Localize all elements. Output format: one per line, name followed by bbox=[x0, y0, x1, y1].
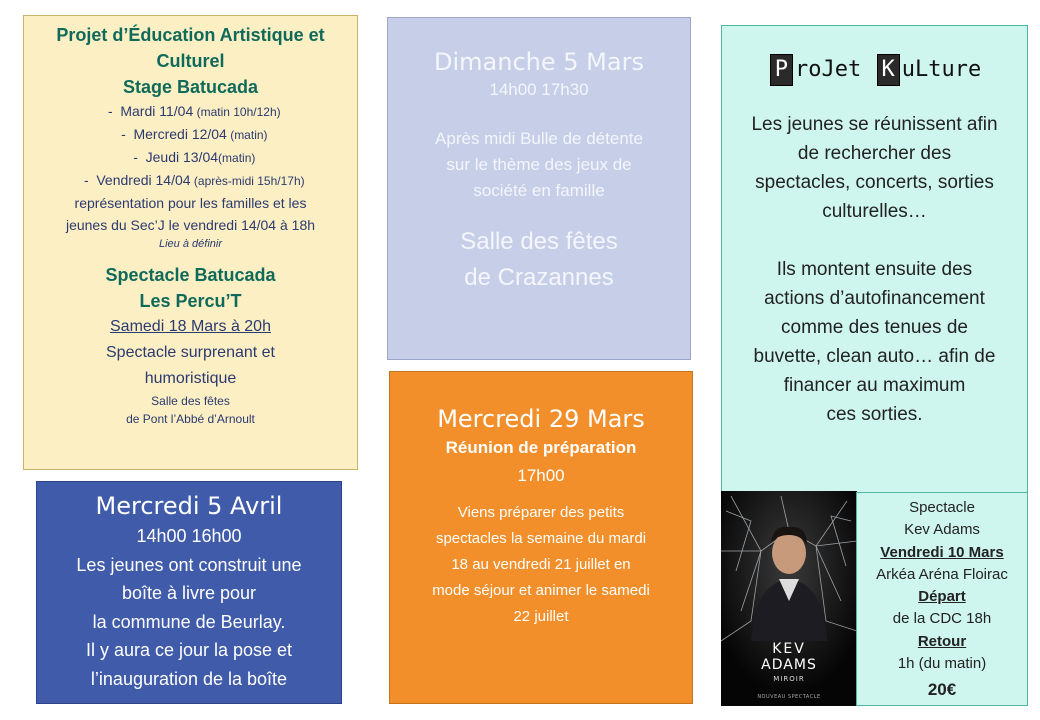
schedule-note: (matin) bbox=[218, 151, 256, 165]
avril-panel bbox=[36, 481, 342, 704]
percut-title: Les Percu’T bbox=[139, 291, 242, 311]
eac-title-line-2: Culturel bbox=[156, 51, 225, 71]
avril-line: 14h00 16h00 bbox=[136, 526, 242, 546]
avril-line: l’inauguration de la boîte bbox=[90, 668, 288, 689]
representation-line-2: jeunes du Sec’J le vendredi 14/04 à 18h bbox=[65, 217, 316, 233]
eac-title-line-1: Projet d’Éducation Artistique et bbox=[56, 25, 325, 45]
schedule-note: (après-midi 15h/17h) bbox=[190, 174, 305, 188]
kulture-para1-line: de rechercher des bbox=[797, 143, 952, 164]
schedule-item bbox=[30, 169, 351, 192]
schedule-dash: - bbox=[133, 149, 138, 165]
dimanche-time: 14h00 17h30 bbox=[489, 80, 589, 99]
kev-adams-poster bbox=[721, 491, 857, 706]
mercredi29-desc-line: spectacles la semaine du mardi bbox=[435, 530, 647, 547]
dimanche-place-1: Salle des fêtes bbox=[460, 228, 618, 255]
kev-date: Vendredi 10 Mars bbox=[880, 543, 1004, 561]
schedule-day: Mercredi 12/04 bbox=[133, 126, 227, 142]
schedule-item bbox=[30, 100, 351, 123]
kulture-para1-line: spectacles, concerts, sorties bbox=[755, 172, 994, 193]
mercredi29-panel bbox=[389, 371, 693, 704]
spectacle-batucada-title: Spectacle Batucada bbox=[105, 265, 276, 285]
mercredi29-heading: Mercredi 29 Mars bbox=[437, 405, 645, 433]
stage-batucada-title: Stage Batucada bbox=[122, 77, 259, 97]
dimanche-heading: Dimanche 5 Mars bbox=[434, 48, 644, 76]
kulture-para1-line: Les jeunes se réunissent afin bbox=[751, 114, 998, 135]
kulture-para2-line: ces sorties. bbox=[826, 404, 923, 425]
poster-name-2: ADAMS bbox=[761, 657, 817, 673]
kev-artist: Kev Adams bbox=[904, 521, 980, 539]
kulture-para1-line: culturelles… bbox=[822, 201, 927, 222]
mercredi29-desc-line: mode séjour et animer le samedi bbox=[432, 582, 650, 599]
stage-schedule bbox=[30, 100, 351, 192]
spectacle-place-2: de Pont l’Abbé d’Arnoult bbox=[126, 412, 255, 426]
avril-line: Les jeunes ont construit une bbox=[76, 554, 302, 575]
spectacle-date: Samedi 18 Mars à 20h bbox=[110, 318, 271, 335]
dimanche-desc-line: sur le thème des jeux de bbox=[446, 155, 632, 174]
eac-panel bbox=[23, 15, 358, 470]
lieu-note: Lieu à définir bbox=[159, 238, 222, 250]
schedule-dash: - bbox=[108, 103, 113, 119]
mercredi29-subtitle: Réunion de préparation bbox=[445, 438, 637, 457]
avril-line: Il y aura ce jour la pose et bbox=[85, 640, 293, 660]
kev-depart: de la CDC 18h bbox=[892, 610, 992, 628]
schedule-dash: - bbox=[84, 172, 89, 188]
avril-line: la commune de Beurlay. bbox=[92, 611, 286, 632]
schedule-day: Mardi 11/04 bbox=[120, 103, 194, 119]
kev-retour-label: Retour bbox=[917, 632, 967, 650]
schedule-note: (matin 10h/12h) bbox=[193, 105, 281, 119]
mercredi29-desc-line: Viens préparer des petits bbox=[457, 504, 625, 521]
dimanche-place-2: de Crazannes bbox=[464, 264, 614, 291]
kev-depart-label: Départ bbox=[918, 588, 966, 606]
kulture-title-p-block: P bbox=[770, 54, 793, 86]
kev-price: 20€ bbox=[927, 680, 957, 700]
kulture-panel bbox=[721, 25, 1028, 495]
kulture-para2-line: actions d’autofinancement bbox=[764, 288, 985, 309]
avril-heading: Mercredi 5 Avril bbox=[95, 492, 283, 520]
poster-tagline: NOUVEAU SPECTACLE bbox=[757, 694, 821, 700]
kev-retour: 1h (du matin) bbox=[897, 655, 987, 673]
dimanche-desc-line: Après midi Bulle de détente bbox=[435, 129, 643, 148]
kulture-para2-line: buvette, clean auto… afin de bbox=[753, 346, 996, 367]
kev-spectacle-label: Spectacle bbox=[909, 499, 975, 516]
kulture-para2-line: comme des tenues de bbox=[781, 317, 968, 338]
schedule-dash: - bbox=[121, 126, 126, 142]
kev-adams-info-panel bbox=[856, 492, 1028, 706]
mercredi29-desc-line: 22 juillet bbox=[513, 608, 569, 625]
representation-line-1: représentation pour les familles et les bbox=[74, 195, 307, 211]
schedule-day: Jeudi 13/04 bbox=[145, 149, 219, 165]
schedule-note: (matin) bbox=[226, 128, 268, 142]
poster-show: MIROIR bbox=[773, 675, 805, 683]
schedule-item bbox=[30, 146, 351, 169]
schedule-item bbox=[30, 123, 351, 146]
kulture-title bbox=[722, 52, 1027, 88]
dimanche-panel bbox=[387, 17, 691, 360]
mercredi29-desc-line: 18 au vendredi 21 juillet en bbox=[451, 556, 631, 573]
spectacle-place-1: Salle des fêtes bbox=[151, 394, 230, 408]
kev-venue: Arkéa Aréna Floirac bbox=[876, 565, 1008, 583]
kulture-spacer bbox=[722, 226, 1027, 255]
mercredi29-time: 17h00 bbox=[517, 466, 565, 485]
kulture-title-ulture: uLture bbox=[901, 57, 982, 82]
spectacle-desc-2: humoristique bbox=[144, 370, 237, 387]
kulture-title-k-block: K bbox=[877, 54, 900, 86]
dimanche-desc-line: société en famille bbox=[473, 181, 605, 200]
avril-line: boîte à livre pour bbox=[121, 583, 257, 603]
poster-artwork bbox=[721, 491, 857, 706]
kulture-title-roject: roJet bbox=[795, 57, 875, 82]
kulture-para2-line: financer au maximum bbox=[783, 375, 966, 396]
spectacle-desc-1: Spectacle surprenant et bbox=[106, 344, 275, 361]
poster-name-1: KEV bbox=[772, 641, 806, 657]
schedule-day: Vendredi 14/04 bbox=[96, 172, 191, 188]
kulture-para2-line: Ils montent ensuite des bbox=[776, 259, 973, 280]
